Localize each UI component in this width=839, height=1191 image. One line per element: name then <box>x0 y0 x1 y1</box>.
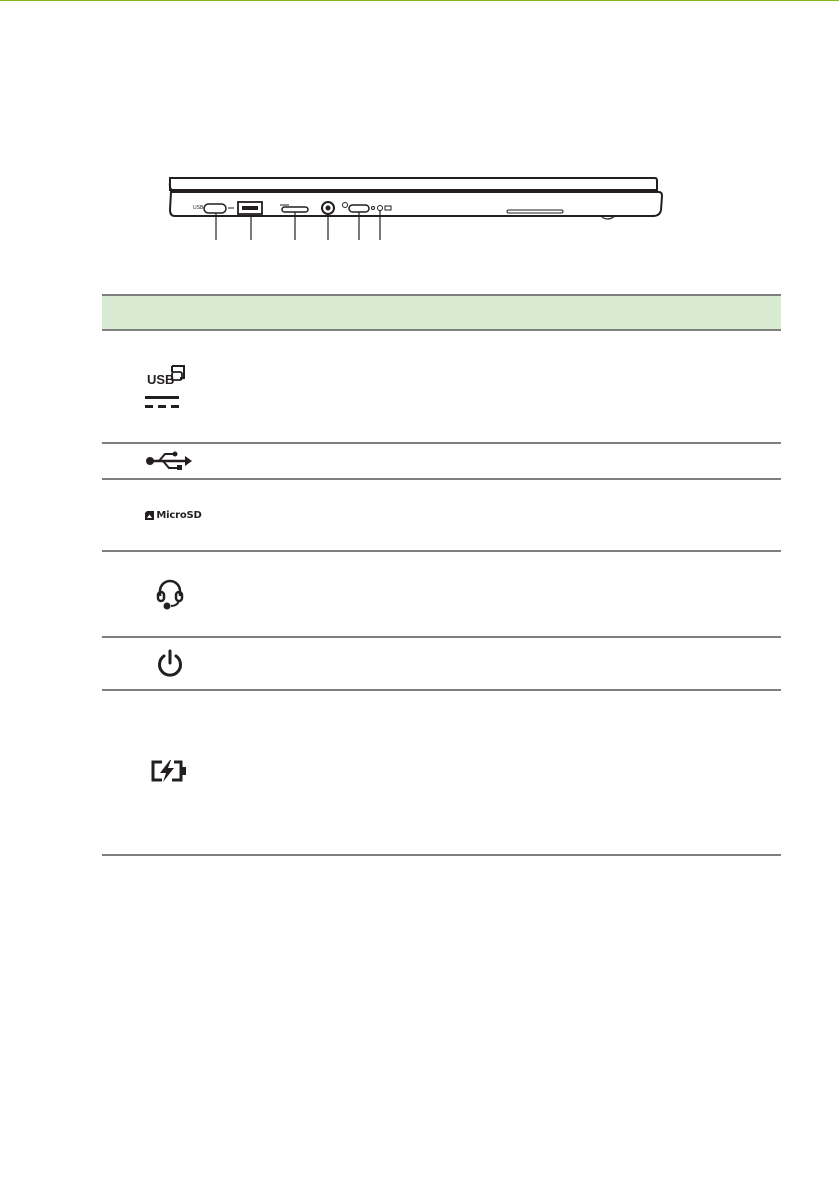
top-accent-rule <box>0 0 839 1</box>
microsd-icon <box>144 510 201 521</box>
table-row <box>102 552 781 638</box>
table-row <box>102 691 781 856</box>
laptop-side-view <box>165 172 665 247</box>
port-table <box>102 294 781 856</box>
icon-cell <box>102 444 222 478</box>
usb-port <box>238 202 262 214</box>
headset-icon <box>155 578 185 610</box>
usb-c-port <box>193 204 234 213</box>
icon-cell <box>102 480 222 550</box>
table-row <box>102 331 781 444</box>
usb-icon <box>145 450 193 472</box>
microsd-slot <box>280 205 308 212</box>
table-row <box>102 480 781 552</box>
icon-cell <box>102 691 222 854</box>
usb-c-icon <box>144 362 188 390</box>
icon-cell <box>102 638 222 689</box>
microsd-label: MicroSD <box>156 509 202 521</box>
table-header-row <box>102 294 781 331</box>
svg-text:USB: USB <box>147 371 175 387</box>
headset-jack <box>322 202 334 214</box>
battery-charging-icon <box>150 759 188 783</box>
dc-power-icon <box>144 394 180 412</box>
led-indicators <box>372 206 392 211</box>
sd-card-glyph <box>144 510 155 521</box>
icon-cell <box>102 552 222 636</box>
table-row <box>102 638 781 691</box>
table-row <box>102 444 781 480</box>
svg-text:USB: USB <box>193 205 204 211</box>
power-button-port <box>343 203 370 213</box>
power-icon <box>156 649 184 679</box>
icon-cell <box>102 331 222 442</box>
